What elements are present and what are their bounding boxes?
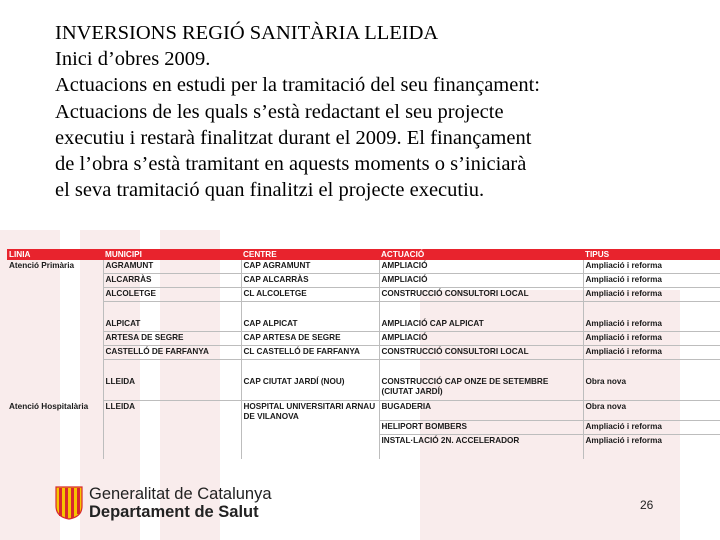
cell-linia: Atenció Hospitalària (7, 401, 103, 460)
cell-linia (7, 274, 103, 288)
heading-line: Inici d’obres 2009. (55, 48, 211, 71)
cell-centre: CL CASTELLÓ DE FARFANYA (241, 346, 379, 360)
col-header-linia: LINIA (7, 249, 103, 260)
table-header-row (7, 249, 720, 260)
cell-actuacio: AMPLIACIÓ (379, 260, 583, 274)
cell-tipus: Ampliació i reforma (583, 274, 720, 288)
col-header-municipi: MUNICIPI (103, 249, 241, 260)
cell-municipi: LLEIDA (103, 401, 241, 460)
cell-actuacio: CONSTRUCCIÓ CONSULTORI LOCAL (379, 346, 583, 360)
cell-tipus: Ampliació i reforma (583, 288, 720, 302)
table-row (7, 376, 720, 401)
org-name: Generalitat de Catalunya (89, 485, 272, 503)
cell-actuacio: CONSTRUCCIÓ CONSULTORI LOCAL (379, 288, 583, 302)
cell-linia: Atenció Primària (7, 260, 103, 274)
table-spacer-row (7, 302, 720, 319)
heading-line: Actuacions de les quals s’està redactant el seu projecte (55, 100, 504, 123)
cell-actuacio: BUGADERIA (379, 401, 583, 421)
cell-tipus: Ampliació i reforma (585, 436, 662, 445)
heading-line: Actuacions en estudi per la tramitació del seu finançament: (55, 74, 540, 97)
cell-centre: CAP AGRAMUNT (241, 260, 379, 274)
cell-actuacio: AMPLIACIÓ CAP ALPICAT (379, 318, 583, 332)
table-row (7, 288, 720, 302)
heading-line: executiu i restarà finalitzat durant el 2009. El finançament (55, 126, 532, 149)
table-spacer-row (7, 360, 720, 377)
cell-tipus: Ampliació i reforma (583, 421, 720, 435)
table-row (7, 318, 720, 332)
col-header-tipus: TIPUS (583, 249, 720, 260)
cell-actuacio: INSTAL·LACIÓ 2N. ACCELERADOR (379, 435, 583, 460)
cell-linia (7, 332, 103, 346)
page-number: 26 (640, 498, 654, 512)
cell-municipi: LLEIDA (103, 376, 241, 401)
table-row (7, 332, 720, 346)
col-header-actuacio: ACTUACIÓ (379, 249, 583, 260)
cell-tipus: Ampliació i reforma (583, 260, 720, 274)
table-row (7, 274, 720, 288)
table-row (7, 260, 720, 274)
cell-actuacio: HELIPORT BOMBERS (379, 421, 583, 435)
cell-municipi: ALCOLETGE (103, 288, 241, 302)
heading-line: el seva tramitació quan finalitzi el projecte executiu. (55, 179, 485, 202)
cell-actuacio: AMPLIACIÓ (379, 332, 583, 346)
cell-actuacio: AMPLIACIÓ (379, 274, 583, 288)
cell-municipi: AGRAMUNT (103, 260, 241, 274)
cell-linia (7, 288, 103, 302)
cell-centre: CL ALCOLETGE (241, 288, 379, 302)
cell-centre: HOSPITAL UNIVERSITARI ARNAU DE VILANOVA (241, 401, 379, 460)
cell-centre: CAP CIUTAT JARDÍ (NOU) (241, 376, 379, 401)
cell-centre: CAP ALPICAT (241, 318, 379, 332)
investments-table (7, 249, 720, 459)
cell-linia (7, 346, 103, 360)
cell-tipus: Obra nova (583, 376, 720, 401)
department-name: Departament de Salut (89, 503, 259, 521)
cell-municipi: ALPICAT (103, 318, 241, 332)
cell-tipus: Obra nova (583, 401, 720, 421)
cell-tipus: Ampliació i reforma (583, 332, 720, 346)
heading-title: INVERSIONS REGIÓ SANITÀRIA LLEIDA (55, 22, 439, 44)
generalitat-logo-icon (55, 486, 83, 520)
cell-actuacio: CONSTRUCCIÓ CAP ONZE DE SETEMBRE (CIUTAT JARDÍ) (379, 376, 583, 401)
heading-line: de l’obra s’està tramitant en aquests moments o s’iniciarà (55, 153, 527, 176)
cell-tipus: Ampliació i reforma (583, 346, 720, 360)
cell-linia (7, 318, 103, 332)
cell-municipi: ARTESA DE SEGRE (103, 332, 241, 346)
table-row (7, 401, 720, 421)
cell-centre: CAP ALCARRÀS (241, 274, 379, 288)
cell-tipus: Ampliació i reforma (583, 318, 720, 332)
cell-centre: CAP ARTESA DE SEGRE (241, 332, 379, 346)
cell-municipi: ALCARRÀS (103, 274, 241, 288)
cell-municipi: CASTELLÓ DE FARFANYA (103, 346, 241, 360)
col-header-centre: CENTRE (241, 249, 379, 260)
slide-heading (55, 20, 705, 203)
cell-linia (7, 376, 103, 401)
footer-organization (89, 485, 272, 521)
table-row (7, 346, 720, 360)
